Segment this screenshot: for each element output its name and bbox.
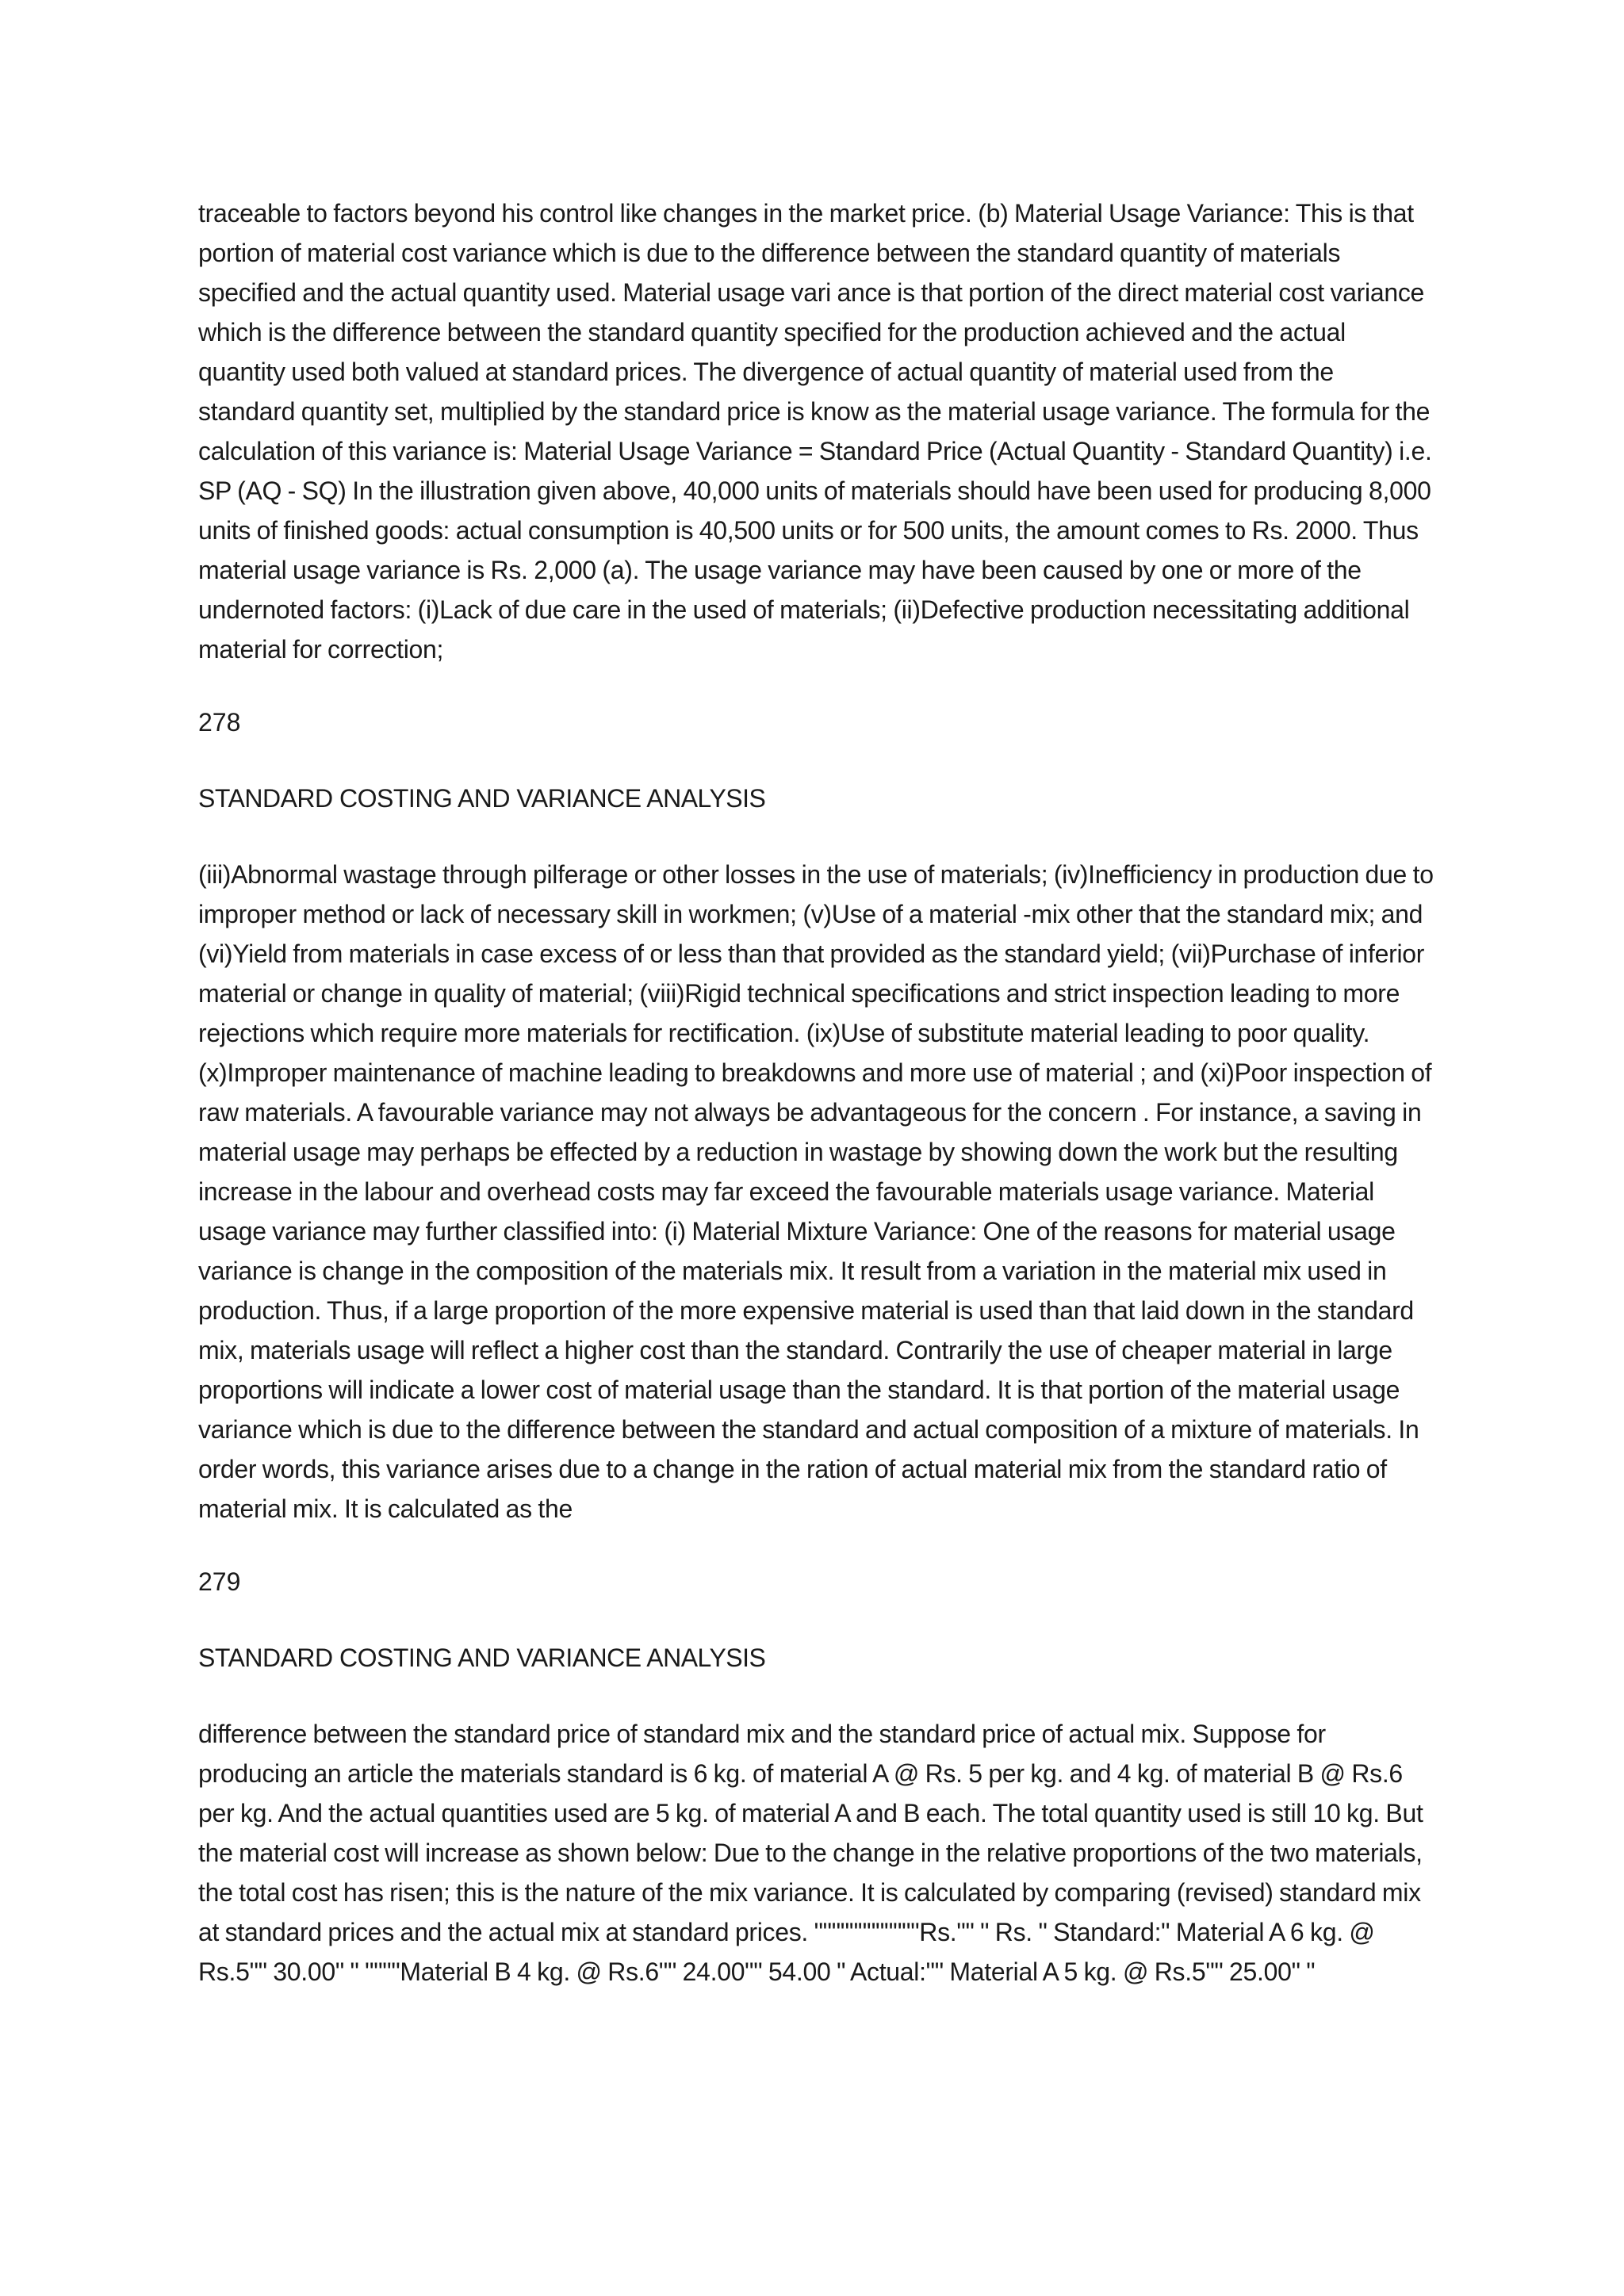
page-number: 278 xyxy=(198,708,241,737)
running-head: STANDARD COSTING AND VARIANCE ANALYSIS xyxy=(198,784,766,813)
body-paragraph-mix-variance: (iii)Abnormal wastage through pilferage or other losses in the use of materials; (iv)Inefficiency in production due to improper method or lack of necessary skill in workmen; (v)Use of a material -mix other that the standard mix; and (vi)Yield from materials in case excess of or less than that provided as the standard yield; (vii)Purchase of inferior material or change in quality of material; (viii)Rigid technical specifications and strict inspection leading to more rejections which require more materials for rectification. (ix)Use of substitute material leading to poor quality. (x)Improper maintenance of machine leading to breakdowns and more use of material ; and (xi)Poor inspection of raw materials. A favourable variance may not always be advantageous for the concern . For instance, a saving in material usage may perhaps be effected by a reduction in wastage by showing down the work but the resulting increase in the labour and overhead costs may far exceed the favourable materials usage variance. Material usage variance may further classified into: (i) Material Mixture Variance: One of the reasons for material usage variance is change in the composition of the materials mix. It result from a variation in the material mix used in production. Thus, if a large proportion of the more expensive material is used than that laid down in the standard mix, materials usage will reflect a higher cost than the standard. Contrarily the use of cheaper material in large proportions will indicate a lower cost of material usage than the standard. It is that portion of the material usage variance which is due to the difference between the standard and actual composition of a mixture of materials. In order words, this variance arises due to a change in the ration of actual material mix from the standard ratio of material mix. It is calculated as the xyxy=(198,860,1434,1523)
running-head: STANDARD COSTING AND VARIANCE ANALYSIS xyxy=(198,1644,766,1672)
page-number: 279 xyxy=(198,1567,241,1596)
body-paragraph-mix-example: difference between the standard price of standard mix and the standard price of actual mix. Suppose for producing an article the materials standard is 6 kg. of material A @ Rs. 5 per kg. and 4 kg. of material B @ Rs.6 per kg. And the actual quantities used are 5 kg. of material A and B each. The total quantity used is still 10 kg. But the material cost will increase as shown below: Due to the change in the relative proportions of the two materials, the total cost has risen; this is the nature of the mix variance. It is calculated by comparing (revised) standard mix at standard prices and the actual mix at standard prices. """"""""""""Rs."" " Rs. " Standard:" Material A 6 kg. @ Rs.5"" 30.00" " """"Material B 4 kg. @ Rs.6"" 24.00"" 54.00 " Actual:"" Material A 5 kg. @ Rs.5"" 25.00" " xyxy=(198,1720,1423,1986)
body-paragraph-usage-variance: traceable to factors beyond his control like changes in the market price. (b) Material Usage Variance: This is that portion of material cost variance which is due to the difference between the standard quantity of materials specified and the actual quantity used. Material usage vari ance is that portion of the direct material cost variance which is the difference between the standard quantity specified for the production achieved and the actual quantity used both valued at standard prices. The divergence of actual quantity of material used from the standard quantity set, multiplied by the standard price is know as the material usage variance. The formula for the calculation of this variance is: Material Usage Variance = Standard Price (Actual Quantity - Standard Quantity) i.e. SP (AQ - SQ) In the illustration given above, 40,000 units of materials should have been used for producing 8,000 units of finished goods: actual consumption is 40,500 units or for 500 units, the amount comes to Rs. 2000. Thus material usage variance is Rs. 2,000 (a). The usage variance may have been caused by one or more of the undernoted factors: (i)Lack of due care in the used of materials; (ii)Defective production necessitating additional material for correction; xyxy=(198,199,1432,664)
document-content xyxy=(198,193,1435,1992)
